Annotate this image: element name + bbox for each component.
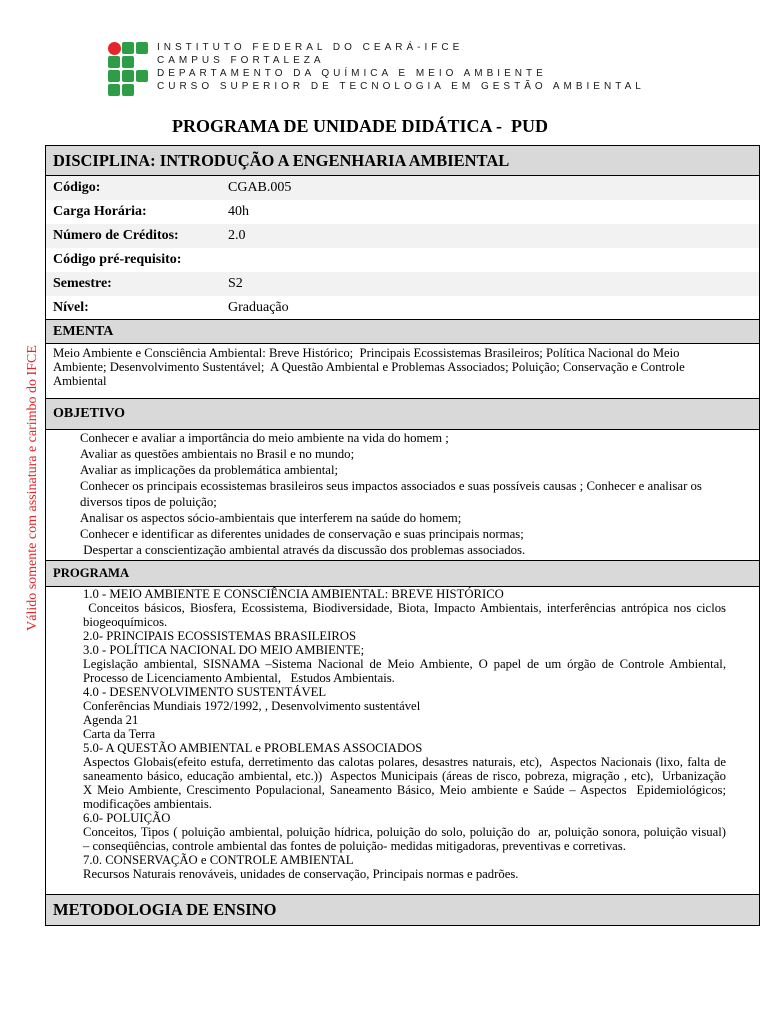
field-row xyxy=(46,248,759,272)
programa-heading: PROGRAMA xyxy=(53,566,130,580)
logo-square xyxy=(108,84,120,96)
logo-square xyxy=(136,42,148,54)
ementa-heading: EMENTA xyxy=(53,323,114,339)
program-line: Conceitos, Tipos ( poluição ambiental, poluição hídrica, poluição do solo, poluição do ar, poluição sonora, poluição visual) xyxy=(83,825,726,839)
logo-square xyxy=(136,70,148,82)
ementa-line: Ambiental xyxy=(53,374,107,388)
metodologia-heading: METODOLOGIA DE ENSINO xyxy=(53,900,277,919)
ementa-body xyxy=(46,344,759,399)
institution-name: INSTITUTO FEDERAL DO CEARÁ-IFCE xyxy=(157,42,464,53)
program-line: Conferências Mundiais 1972/1992, , Desenvolvimento sustentável xyxy=(83,699,421,713)
field-value: 2.0 xyxy=(228,228,246,243)
logo-square xyxy=(108,56,120,68)
ifce-logo-icon xyxy=(108,42,150,98)
logo-square xyxy=(108,70,120,82)
logo-circle xyxy=(108,42,121,55)
document-title: PROGRAMA DE UNIDADE DIDÁTICA - PUD xyxy=(172,116,549,136)
ementa-header xyxy=(46,320,759,344)
field-label: Código: xyxy=(53,180,101,195)
field-value: CGAB.005 xyxy=(228,180,292,195)
disciplina-title: DISCIPLINA: INTRODUÇÃO A ENGENHARIA AMBIENTAL xyxy=(53,150,510,170)
field-row xyxy=(46,200,759,224)
program-line: biogeoquímicos. xyxy=(83,615,168,629)
program-line: – conseqüências, controle ambiental das fontes de poluição- medidas mitigadoras, preventivas e corretivas. xyxy=(83,839,626,853)
field-label: Carga Horária: xyxy=(53,204,147,219)
logo-square xyxy=(122,70,134,82)
program-line: saneamento básico, educação ambiental, etc.)) Aspectos Municipais (áreas de risco, pobreza, migração , etc), Urbanização xyxy=(83,769,726,783)
objective-item: Conhecer e avaliar a importância do meio ambiente na vida do homem ; xyxy=(80,431,449,445)
objective-item: Conhecer os principais ecossistemas brasileiros seus impactos associados e suas possíveis causas ; Conhecer e analisar os xyxy=(80,479,702,493)
objetivo-header xyxy=(46,399,759,430)
field-label: Número de Créditos: xyxy=(53,228,179,243)
field-row xyxy=(46,272,759,296)
field-row xyxy=(46,224,759,248)
institution-header xyxy=(157,41,645,93)
programa-header xyxy=(46,561,759,587)
program-line: 4.0 - DESENVOLVIMENTO SUSTENTÁVEL xyxy=(83,685,327,699)
objetivo-heading: OBJETIVO xyxy=(53,406,126,421)
objective-item: diversos tipos de poluição; xyxy=(80,495,217,509)
program-line: Recursos Naturais renováveis, unidades de conservação, Principais normas e padrões. xyxy=(83,867,519,881)
program-line: 5.0- A QUESTÃO AMBIENTAL e PROBLEMAS ASSOCIADOS xyxy=(83,741,423,755)
logo-square xyxy=(122,42,134,54)
field-value: S2 xyxy=(228,276,243,291)
program-line: 3.0 - POLÍTICA NACIONAL DO MEIO AMBIENTE; xyxy=(83,643,365,657)
course-name: CURSO SUPERIOR DE TECNOLOGIA EM GESTÃO AMBIENTAL xyxy=(157,81,645,92)
logo-square xyxy=(122,56,134,68)
program-line: 6.0- POLUIÇÃO xyxy=(83,811,171,825)
metodologia-header xyxy=(46,895,759,925)
programa-lines xyxy=(83,587,726,881)
program-line: 7.0. CONSERVAÇÃO e CONTROLE AMBIENTAL xyxy=(83,853,354,867)
field-row xyxy=(46,176,759,200)
ementa-line: Meio Ambiente e Consciência Ambiental: Breve Histórico; Principais Ecossistemas Brasileiros; Política Nacional do Meio xyxy=(53,346,680,360)
campus-name: CAMPUS FORTALEZA xyxy=(157,55,325,66)
program-line: Aspectos Globais(efeito estufa, derretimento das calotas polares, desastres naturais, etc), Aspectos Nacionais (lixo, falta de xyxy=(83,755,726,769)
programa-body xyxy=(46,587,759,895)
department-name: DEPARTAMENTO DA QUÍMICA E MEIO AMBIENTE xyxy=(157,68,547,79)
objective-item: Avaliar as implicações da problemática ambiental; xyxy=(80,463,339,477)
program-line: Legislação ambiental, SISNAMA –Sistema Nacional de Meio Ambiente, O papel de um órgão de Controle Ambiental, xyxy=(83,657,726,671)
validity-note: Válido somente com assinatura e carimbo do IFCE xyxy=(25,345,40,631)
field-label: Nível: xyxy=(53,300,89,315)
program-line: Conceitos básicos, Biosfera, Ecossistema, Biodiversidade, Biota, Impacto Ambientais, interferências antrópica nos ciclos xyxy=(83,601,726,615)
program-line: Processo de Licenciamento Ambiental, Estudos Ambientais. xyxy=(83,671,395,685)
objective-item: Despertar a conscientização ambiental através da discussão dos problemas associados. xyxy=(80,543,526,557)
program-line: modificações ambientais. xyxy=(83,797,212,811)
program-line: 2.0- PRINCIPAIS ECOSSISTEMAS BRASILEIROS xyxy=(83,629,357,643)
objetivo-body xyxy=(46,430,759,561)
program-line: Carta da Terra xyxy=(83,727,156,741)
field-label: Código pré-requisito: xyxy=(53,252,182,267)
program-line: Agenda 21 xyxy=(83,713,139,727)
program-line: 1.0 - MEIO AMBIENTE E CONSCIÊNCIA AMBIENTAL: BREVE HISTÓRICO xyxy=(83,587,504,601)
objective-item: Conhecer e identificar as diferentes unidades de conservação e suas principais normas; xyxy=(80,527,524,541)
ementa-line: Ambiente; Desenvolvimento Sustentável; A Questão Ambiental e Problemas Associados; Poluição; Conservação e Controle xyxy=(53,360,685,374)
field-row xyxy=(46,296,759,320)
pud-table xyxy=(45,145,760,926)
objective-item: Analisar os aspectos sócio-ambientais que interferem na saúde do homem; xyxy=(80,511,462,525)
objective-item: Avaliar as questões ambientais no Brasil e no mundo; xyxy=(80,447,355,461)
disciplina-header xyxy=(46,146,759,176)
field-label: Semestre: xyxy=(53,276,112,291)
field-value: 40h xyxy=(228,204,249,219)
field-value: Graduação xyxy=(228,300,289,315)
logo-square xyxy=(122,84,134,96)
program-line: X Meio Ambiente, Crescimento Populacional, Saneamento Básico, Meio ambiente e Saúde – Aspectos Epidemiológicos; xyxy=(83,783,726,797)
